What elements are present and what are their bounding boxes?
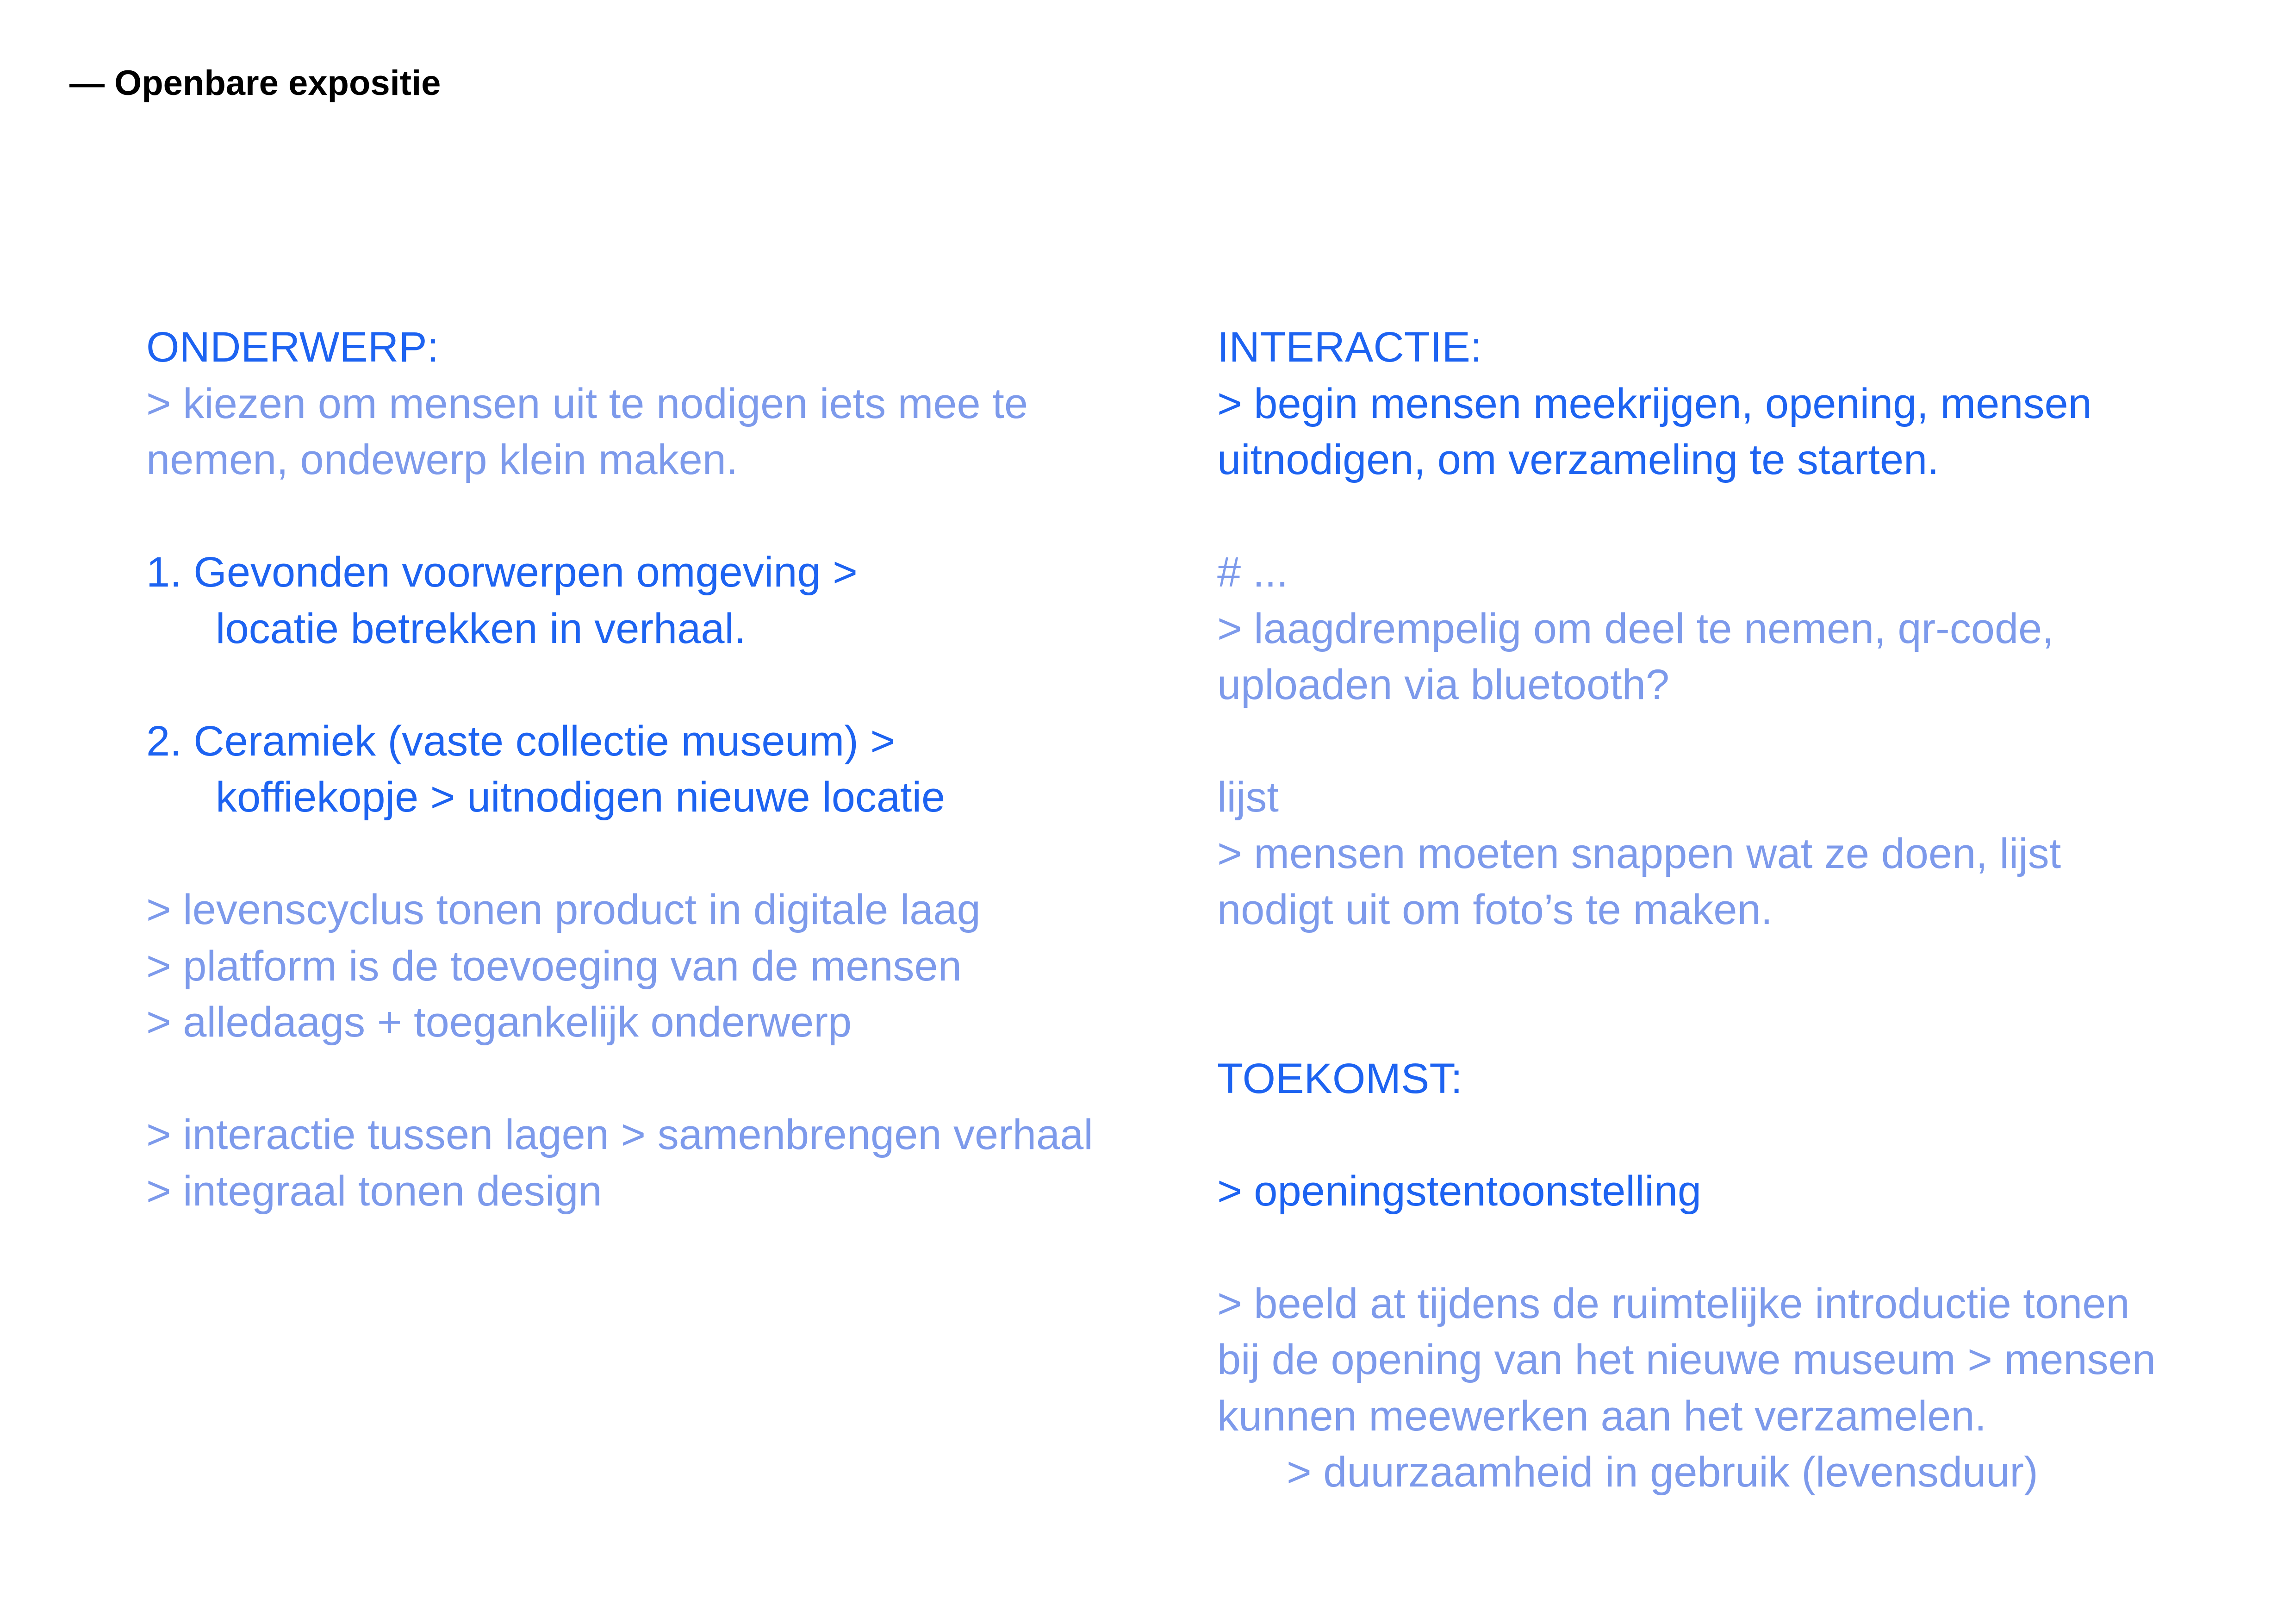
note-line: kunnen meewerken aan het verzamelen. (1217, 1392, 1987, 1440)
toekomst-item: > openingstentoonstelling (1217, 1167, 1702, 1215)
note-line: nodigt uit om foto’s te maken. (1217, 886, 1773, 933)
left-column-onderwerp (146, 319, 1188, 1219)
spacer (146, 826, 1188, 882)
page-title: — Openbare expositie (69, 63, 441, 103)
note-line: > platform is de toevoeging van de mensen (146, 942, 962, 990)
spacer (146, 657, 1188, 713)
interactie-line: uitnodigen, om verzameling te starten. (1217, 436, 1939, 483)
spacer (1217, 1219, 2277, 1276)
interactie-line: > begin mensen meekrijgen, opening, mensen (1217, 380, 2092, 427)
spacer (146, 1051, 1188, 1107)
lijst-heading: lijst (1217, 774, 1279, 821)
spacer (1217, 938, 2277, 995)
note-line: > alledaags + toegankelijk onderwerp (146, 999, 852, 1046)
toekomst-sub-note: > duurzaamheid in gebruik (levensduur) (1287, 1449, 2038, 1496)
note-line: bij de opening van het nieuwe museum > mensen (1217, 1336, 2156, 1383)
spacer (1217, 488, 2277, 545)
note-line: > laagdrempelig om deel te nemen, qr-code, (1217, 605, 2054, 652)
note-line: uploaden via bluetooth? (1217, 661, 1670, 708)
option-2-line: 2. Ceramiek (vaste collectie museum) > (146, 717, 896, 765)
section-heading-onderwerp: ONDERWERP: (146, 324, 439, 371)
right-column-interactie (1217, 319, 2277, 1501)
section-heading-toekomst: TOEKOMST: (1217, 1055, 1462, 1102)
spacer (1217, 713, 2277, 770)
option-2-detail: koffiekopje > uitnodigen nieuwe locatie (216, 774, 946, 821)
hash-heading: # ... (1217, 549, 1288, 596)
note-line: > kiezen om mensen uit te nodigen iets mee te (146, 380, 1028, 427)
spacer (1217, 994, 2277, 1051)
option-1-line: 1. Gevonden voorwerpen omgeving > (146, 549, 858, 596)
note-line: > interactie tussen lagen > samenbrengen verhaal (146, 1111, 1093, 1158)
note-line: > levenscyclus tonen product in digitale laag (146, 886, 981, 933)
option-1-detail: locatie betrekken in verhaal. (216, 605, 746, 652)
note-line: nemen, ondewerp klein maken. (146, 436, 738, 483)
note-line: > mensen moeten snappen wat ze doen, lijst (1217, 830, 2061, 877)
note-line: > integraal tonen design (146, 1167, 602, 1215)
section-heading-interactie: INTERACTIE: (1217, 324, 1482, 371)
spacer (1217, 1107, 2277, 1163)
spacer (146, 488, 1188, 545)
note-line: > beeld at tijdens de ruimtelijke introductie tonen (1217, 1280, 2130, 1327)
